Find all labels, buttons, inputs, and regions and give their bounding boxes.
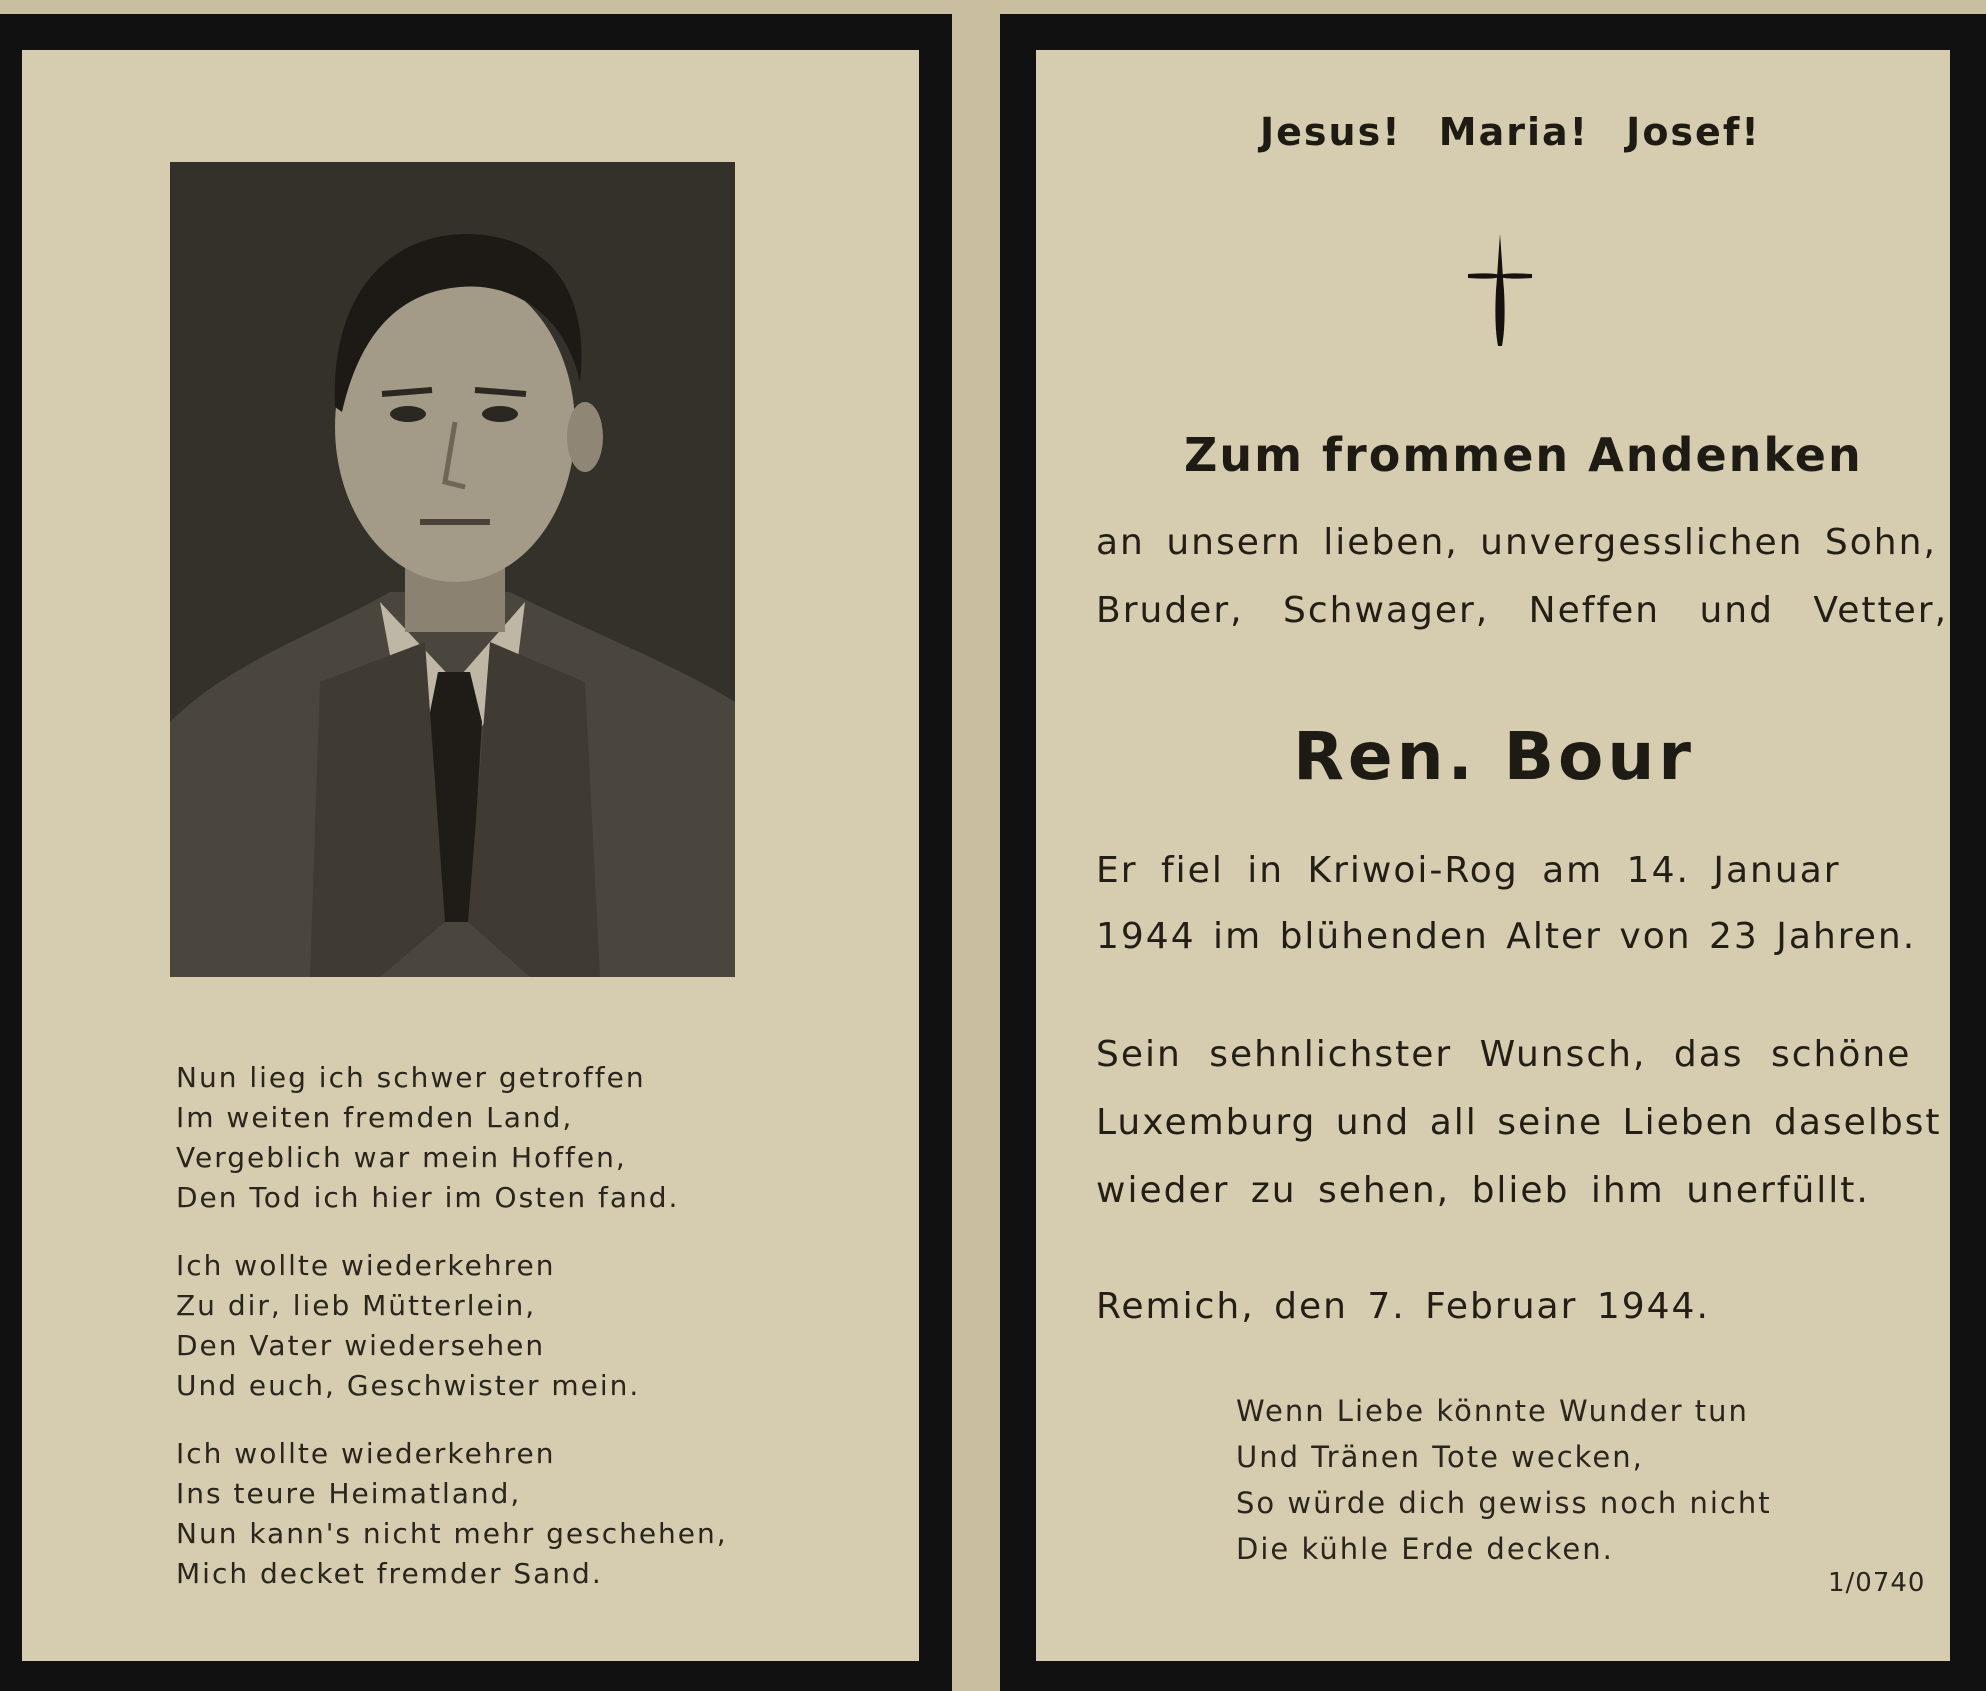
- epitaph-line: Und Tränen Tote wecken,: [1236, 1440, 1644, 1474]
- death-line: 1944 im blühenden Alter von 23 Jahren.: [1096, 916, 1917, 957]
- poem-line: Im weiten fremden Land,: [176, 1101, 574, 1134]
- poem-line: Den Tod ich hier im Osten fand.: [176, 1181, 680, 1214]
- portrait-photo: [170, 162, 735, 977]
- invocation: Jesus! Maria! Josef!: [1260, 110, 1761, 154]
- poem-stanza-1: [176, 1058, 816, 1218]
- wish-line: Sein sehnlichster Wunsch, das schöne: [1096, 1034, 1912, 1075]
- epitaph-line: Wenn Liebe könnte Wunder tun: [1236, 1394, 1749, 1428]
- poem-line: Nun kann's nicht mehr geschehen,: [176, 1517, 728, 1550]
- cross-icon: [1464, 230, 1536, 350]
- poem-line: Nun lieg ich schwer getroffen: [176, 1061, 646, 1094]
- place-date: Remich, den 7. Februar 1944.: [1096, 1286, 1710, 1327]
- poem-stanza-3: [176, 1434, 816, 1594]
- right-card-inner: [1036, 50, 1950, 1661]
- poem-line: Vergeblich war mein Hoffen,: [176, 1141, 627, 1174]
- poem-stanza-2: [176, 1246, 816, 1406]
- epitaph-line: Die kühle Erde decken.: [1236, 1532, 1614, 1566]
- poem-line: Mich decket fremder Sand.: [176, 1557, 603, 1590]
- poem-line: Ich wollte wiederkehren: [176, 1437, 556, 1470]
- dedication-line: an unsern lieben, unvergesslichen Sohn,: [1096, 522, 1937, 563]
- poem-line: Den Vater wiedersehen: [176, 1329, 546, 1362]
- left-card-inner: [22, 50, 919, 1661]
- wish-line: Luxemburg und all seine Lieben daselbst: [1096, 1102, 1942, 1143]
- poem-line: Ins teure Heimatland,: [176, 1477, 522, 1510]
- poem-line: Und euch, Geschwister mein.: [176, 1369, 641, 1402]
- print-code: 1/0740: [1828, 1568, 1926, 1598]
- heading: Zum frommen Andenken: [1184, 428, 1863, 482]
- portrait-illustration: [170, 162, 735, 977]
- epitaph-line: So würde dich gewiss noch nicht: [1236, 1486, 1772, 1520]
- right-card: [1000, 14, 1986, 1691]
- death-line: Er fiel in Kriwoi-Rog am 14. Januar: [1096, 850, 1841, 891]
- dedication-line: Bruder, Schwager, Neffen und Vetter,: [1096, 590, 1949, 631]
- poem-line: Zu dir, lieb Mütterlein,: [176, 1289, 537, 1322]
- deceased-name: Ren. Bour: [1293, 718, 1695, 795]
- poem-line: Ich wollte wiederkehren: [176, 1249, 556, 1282]
- wish-line: wieder zu sehen, blieb ihm unerfüllt.: [1096, 1170, 1870, 1211]
- left-card: [0, 14, 952, 1691]
